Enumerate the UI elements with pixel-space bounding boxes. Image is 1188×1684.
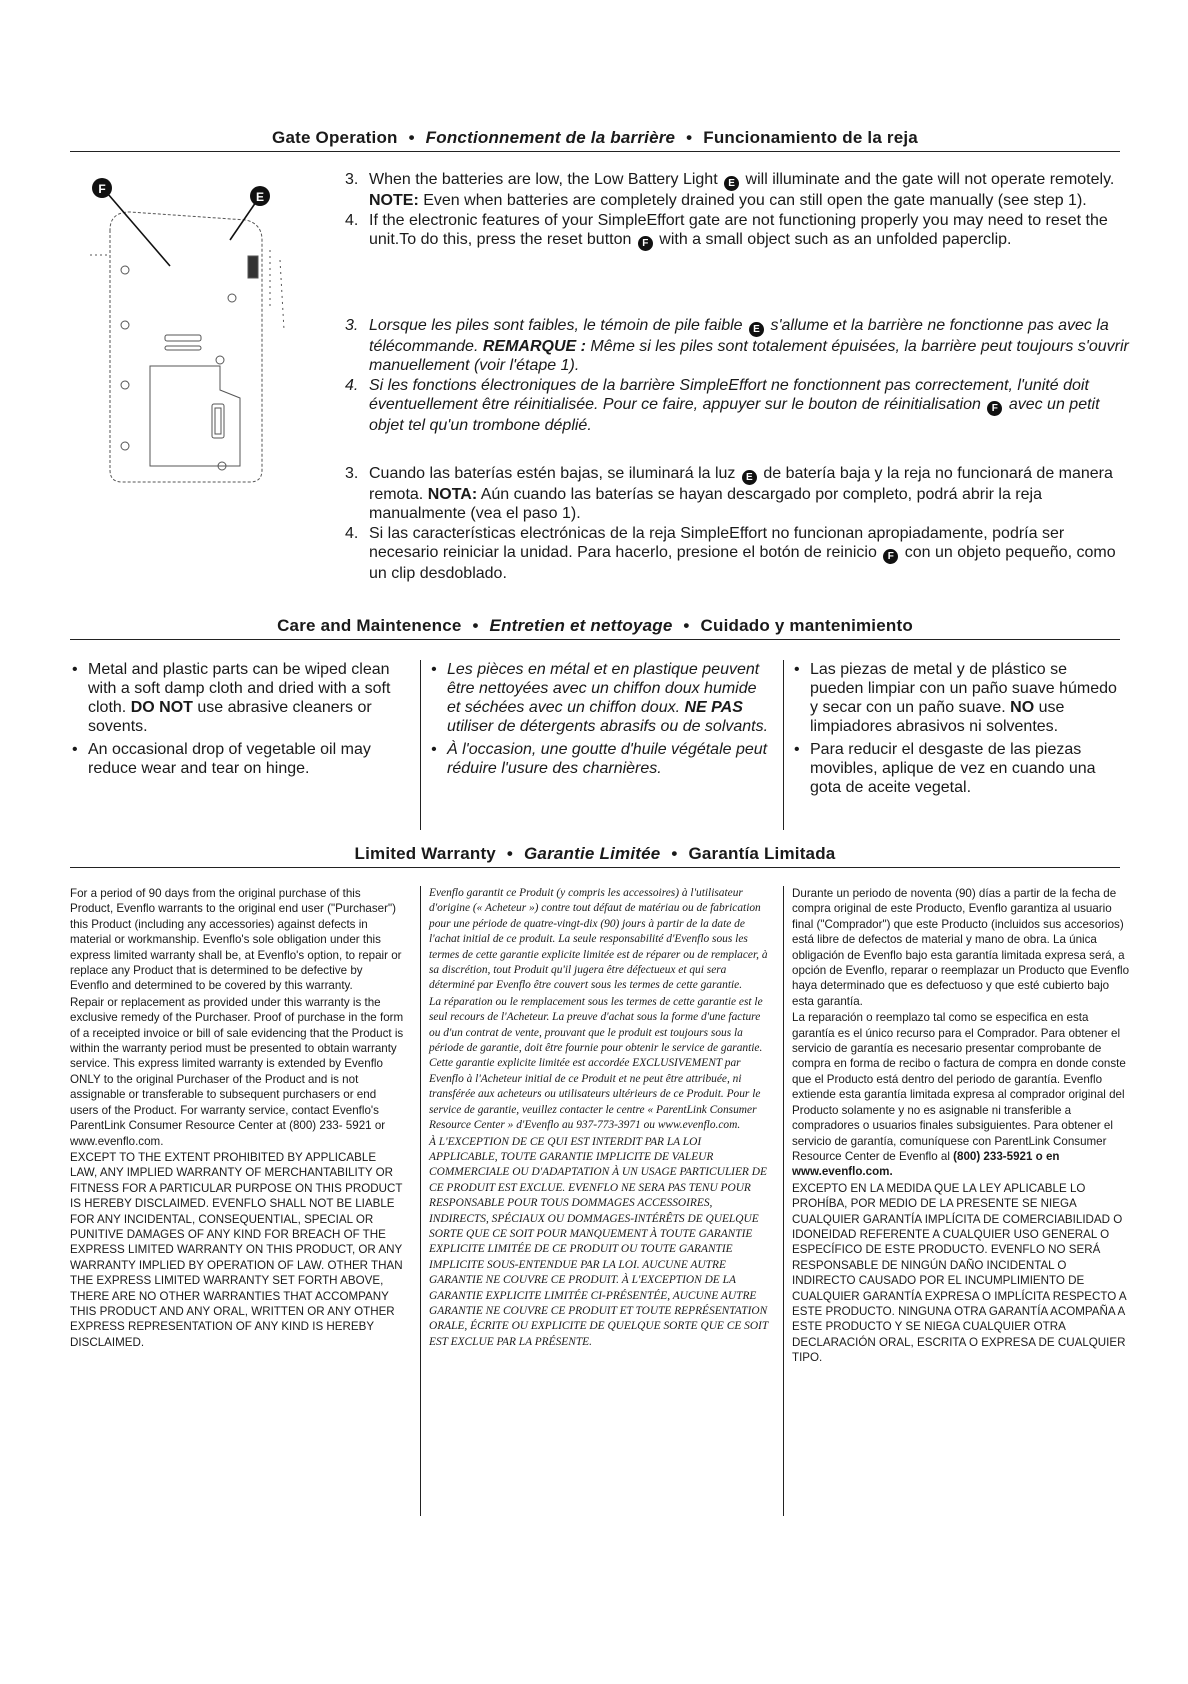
warranty-paragraph: EXCEPTO EN LA MEDIDA QUE LA LEY APLICABLE LO PROHÍBA, POR MEDIO DE LA PRESENTE SE NIEGA CUALQUIER GARANTÍA IMPLÍCITA DE COMERCIABILIDAD O IDONEIDAD REFERENTE A CUALQUIER USO GENERAL O ESPECÍFICO DE ESTE PRODUCTO. EVENFLO NO SERÁ RESPONSABLE DE NINGÚN DAÑO INCIDENTAL O INDIRECTO CAUSADO POR EL INCUMPLIMIENTO DE CUALQUIER GARANTÍA EXPRESA O IMPLÍCITA RESPECTO A ESTE PRODUCTO. NINGUNA OTRA GARANTÍA ACOMPAÑA A ESTE PRODUCTO Y SE NIEGA CUALQUIER OTRA DECLARACIÓN ORAL, ESCRITA O EXPRESA DE CUALQUIER TIPO.	[792, 1181, 1126, 1365]
list-item	[429, 660, 770, 736]
step-number: 4.	[345, 525, 359, 542]
care-text: À l'occasion, une goutte d'huile végétale peut réduire l'usure des charnières.	[447, 741, 768, 777]
step-4-en	[345, 211, 1135, 251]
heading-en: Gate Operation	[272, 128, 398, 147]
heading-separator: •	[472, 616, 479, 635]
list-item	[429, 740, 770, 778]
step-text-part: Si las características electrónicas de la reja SimpleEffort no funcionan apropiadamente, podría ser necesario reiniciar la unidad. Para hacerlo, presione el botón de reinicio	[369, 525, 1065, 561]
step-text-part: Cuando las baterías estén bajas, se iluminará la luz	[369, 465, 736, 482]
warranty-text: La reparación o reemplazo tal como se especifica en esta garantía es el único recurso para el Comprador. Para obtener el servicio de garantía es necesario presentar comprobante de compra en forma de recibo o factura de compra en donde conste que el Producto está dentro del periodo de garantía. Evenflo extiende esta garantía limitada expresa al comprador original del Producto solamente y no es asignable ni transferible a compradores o usuarios finales subsiguientes. Para obtener el servicio de garantía, comuníquese con ParentLink Consumer Resource Center de Evenflo al	[792, 1011, 1126, 1163]
care-text: Metal and plastic parts can be wiped clean with a soft damp cloth and dried with a soft cloth.	[88, 661, 391, 716]
gate-steps-en	[345, 170, 1135, 252]
care-text: utiliser de détergents abrasifs ou de solvants.	[447, 718, 769, 735]
warranty-column-en	[70, 886, 404, 1351]
warranty-column-es	[783, 886, 1133, 1516]
step-text-part: Même si les piles sont totalement épuisées, la barrière peut toujours s'ouvrir manuellement (voir l'étape 1).	[369, 338, 1129, 374]
step-3-fr	[345, 316, 1135, 375]
care-text: Las piezas de metal y de plástico se pueden limpiar con un paño suave húmedo y secar con un paño suave.	[810, 661, 1117, 716]
step-4-es	[345, 524, 1135, 583]
warranty-paragraph: EXCEPT TO THE EXTENT PROHIBITED BY APPLICABLE LAW, ANY IMPLIED WARRANTY OF MERCHANTABILITY OR FITNESS FOR A PARTICULAR PURPOSE ON THIS PRODUCT IS HEREBY DISCLAIMED. EVENFLO SHALL NOT BE LIABLE FOR ANY INCIDENTAL, CONSEQUENTIAL, SPECIAL OR PUNITIVE DAMAGES OF ANY KIND FOR BREACH OF THE EXPRESS LIMITED WARRANTY ON THIS PRODUCT, OR ANY WARRANTY IMPLIED BY OPERATION OF LAW. OTHER THAN THE EXPRESS LIMITED WARRANTY SET FORTH ABOVE, THERE ARE NO OTHER WARRANTIES THAT ACCOMPANY THIS PRODUCT AND ANY ORAL, WRITTEN OR ANY OTHER EXPRESS REPRESENTATION OF ANY KIND IS HEREBY DISCLAIMED.	[70, 1150, 403, 1349]
care-warning: NE PAS	[684, 699, 743, 716]
care-column-en	[70, 660, 400, 782]
warranty-paragraph: La réparation ou le remplacement sous les termes de cette garantie est le seul recours de l'Acheteur. La preuve d'achat sous la forme d'une facture ou d'un contrat de vente, prouvant que le produit est toujours sous la période de garantie, doit être fournie pour obtenir le service de garantie. Cette garantie explicite limitée est accordée EXCLUSIVEMENT par Evenflo à l'Acheteur initial de ce Produit et ne peut être attribuée, ni transférée aux acheteurs ou utilisateurs ultérieurs de ce Produit. Pour le service de garantie, veuillez contacter le centre « ParentLink Consumer Resource Center » d'Evenflo au 937-773-3971 ou www.evenflo.com.	[429, 995, 763, 1132]
warranty-column-fr	[420, 886, 770, 1516]
label-e: E	[255, 190, 265, 204]
heading-es: Funcionamiento de la reja	[703, 128, 918, 147]
warranty-contact: (800) 233-5921 o en www.evenflo.com.	[792, 1149, 1060, 1179]
heading-separator: •	[408, 128, 415, 147]
step-text-part: Lorsque les piles sont faibles, le témoin de pile faible	[369, 317, 743, 334]
list-item	[70, 660, 400, 736]
care-heading	[70, 616, 1120, 640]
warranty-paragraph: Evenflo garantit ce Produit (y compris les accessoires) à l'utilisateur d'origine (« Acheteur ») contre tout défaut de matériau ou de fabrication pour une période de quatre-vingt-dix (90) jours à partir de la date de l'achat initial de ce produit. La seule responsabilité d'Evenflo sous les termes de cette garantie explicite limitée est de réparer ou de remplacer, à sa discrétion, tout Produit qu'il jugera être défectueux et qui sera déterminé par Evenflo être couvert sous les termes de cette garantie.	[429, 887, 768, 992]
step-text-part: If the electronic features of your SimpleEffort gate are not functioning properly you may need to reset the unit.To do this, press the reset button	[369, 212, 1108, 248]
step-3-en	[345, 170, 1135, 210]
step-text-part: de batería baja y la reja no funcionará de manera remota.	[369, 465, 1113, 503]
warranty-paragraph	[792, 1010, 1133, 1179]
list-item	[792, 740, 1123, 797]
step-text	[369, 524, 1135, 583]
step-text-part: Si les fonctions électroniques de la barrière SimpleEffort ne fonctionnent pas correctement, l'unité doit éventuellement être réinitialisée. Pour ce faire, appuyer sur le bouton de réinitialisation	[369, 377, 1089, 413]
step-4-fr	[345, 376, 1135, 435]
heading-fr: Garantie Limitée	[524, 844, 661, 863]
step-number: 4.	[345, 377, 359, 394]
note-label: REMARQUE :	[482, 338, 586, 355]
step-text-part: Aún cuando las baterías se hayan descargado por completo, podrá abrir la reja manualmente (vea el paso 1).	[369, 486, 1042, 522]
gate-operation-heading	[70, 128, 1120, 152]
step-text	[369, 211, 1135, 251]
care-text: use limpiadores abrasivos ni solventes.	[810, 699, 1065, 735]
step-text-part: con un objeto pequeño, como un clip desdoblado.	[369, 544, 1116, 582]
heading-separator: •	[686, 128, 693, 147]
care-text: Les pièces en métal et en plastique peuvent être nettoyées avec un chiffon doux humide et séchées avec un chiffon doux.	[447, 661, 760, 716]
step-number: 3.	[345, 171, 359, 188]
label-e-icon: E	[724, 176, 739, 191]
step-text	[369, 170, 1135, 210]
warranty-heading	[70, 844, 1120, 868]
warranty-paragraph: For a period of 90 days from the original purchase of this Product, Evenflo warrants to the original end user ("Purchaser") this Product (including any accessories) against defects in material or workmanship. Evenflo's sole obligation under this express limited warranty shall be, at Evenflo's option, to repair or replace any Product that is determined to be defective by Evenflo and determined to be covered by this warranty.	[70, 887, 402, 993]
step-number: 3.	[345, 465, 359, 482]
heading-es: Cuidado y mantenimiento	[700, 616, 913, 635]
step-text-part: will illuminate and the gate will not operate remotely.	[745, 171, 1115, 188]
step-text-part: avec un petit objet tel qu'un trombone déplié.	[369, 396, 1100, 434]
heading-separator: •	[506, 844, 514, 863]
label-e-icon: E	[749, 322, 764, 337]
step-text	[369, 316, 1135, 375]
label-e-icon: E	[742, 470, 757, 485]
list-item	[70, 740, 400, 778]
warranty-paragraph: À L'EXCEPTION DE CE QUI EST INTERDIT PAR LA LOI APPLICABLE, TOUTE GARANTIE IMPLICITE DE VALEUR COMMERCIALE OU D'ADAPTATION À UN USAGE PARTICULIER DE CE PRODUIT EST EXCLUE. EVENFLO NE SERA PAS TENU POUR RESPONSABLE POUR TOUS DOMMAGES ACCESSOIRES, INDIRECTS, SPÉCIAUX OU DOMMAGES-INTÉRÊTS DE QUELQUE SORTE QUE CE SOIT POUR MANQUEMENT À TOUTE GARANTIE EXPLICITE LIMITÉE DE CE PRODUIT OU TOUTE GARANTIE IMPLICITE SOUS-ENTENDUE PAR LA LOI. AUCUNE AUTRE GARANTIE NE COUVRE CE PRODUIT. À L'EXCEPTION DE LA GARANTIE EXPLICITE LIMITÉE CI-PRÉSENTÉE, AUCUNE AUTRE GARANTIE NE COUVRE CE PRODUIT ET TOUTE REPRÉSENTATION ORALE, ÉCRITE OU EXPLICITE DE QUELQUE SORTE QUE CE SOIT EST EXCLUE PAR LA PRÉSENTE.	[429, 1135, 768, 1348]
care-warning: NO	[1010, 699, 1035, 716]
heading-en: Limited Warranty	[354, 844, 496, 863]
label-f-icon: F	[883, 549, 898, 564]
care-text: Para reducir el desgaste de las piezas movibles, aplique de vez en cuando una gota de aceite vegetal.	[810, 741, 1096, 796]
warranty-paragraph: Repair or replacement as provided under this warranty is the exclusive remedy of the Purchaser. Proof of purchase in the form of a receipted invoice or bill of sale evidencing that the Product is within the warranty period must be presented to obtain warranty service. This express limited warranty is extended by Evenflo ONLY to the original Purchaser of the Product and is not assignable or transferable to subsequent purchasers or end users of the Product. For warranty service, contact Evenflo's ParentLink Consumer Resource Center at (800) 233- 5921 or www.evenflo.com.	[70, 995, 404, 1148]
heading-separator: •	[683, 616, 690, 635]
heading-fr: Fonctionnement de la barrière	[425, 128, 676, 147]
heading-en: Care and Maintenence	[277, 616, 462, 635]
heading-es: Garantía Limitada	[688, 844, 836, 863]
warranty-paragraph: Durante un periodo de noventa (90) días a partir de la fecha de compra original de este Producto, Evenflo garantiza al usuario final ("Comprador") que este Producto (incluidos sus accesorios) está libre de defectos de material y mano de obra. La única obligación de Evenflo bajo esta garantía limitada expresa será, a opción de Evenflo, reparar o reemplazar un Producto que Evenflo haya determinado que es defectuoso y que esté cubierto bajo esta garantía.	[792, 887, 1130, 1008]
gate-steps-fr	[345, 316, 1135, 436]
gate-steps-es	[345, 464, 1135, 584]
note-label: NOTE:	[369, 192, 419, 209]
step-number: 3.	[345, 317, 359, 334]
step-3-es	[345, 464, 1135, 523]
step-number: 4.	[345, 212, 359, 229]
step-text-part: Even when batteries are completely drained you can still open the gate manually (see step 1).	[423, 192, 1087, 209]
care-text: use abrasive cleaners or sovents.	[88, 699, 372, 735]
care-warning: DO NOT	[130, 699, 193, 716]
heading-separator: •	[671, 844, 678, 863]
care-text: An occasional drop of vegetable oil may reduce wear and tear on hinge.	[88, 741, 371, 777]
list-item	[792, 660, 1123, 736]
heading-fr: Entretien et nettoyage	[489, 616, 673, 635]
label-f: F	[98, 182, 106, 196]
gate-control-illustration	[70, 170, 310, 510]
step-text	[369, 464, 1135, 523]
care-column-es	[783, 660, 1123, 830]
note-label: NOTA:	[427, 486, 478, 503]
label-f-icon: F	[987, 401, 1002, 416]
step-text	[369, 376, 1135, 435]
step-text-part: s'allume et la barrière ne fonctionne pas avec la télécommande.	[369, 317, 1109, 355]
care-column-fr	[420, 660, 770, 830]
step-text-part: When the batteries are low, the Low Battery Light	[369, 171, 718, 188]
label-f-icon: F	[638, 236, 653, 251]
step-text-part: with a small object such as an unfolded paperclip.	[659, 231, 1012, 248]
